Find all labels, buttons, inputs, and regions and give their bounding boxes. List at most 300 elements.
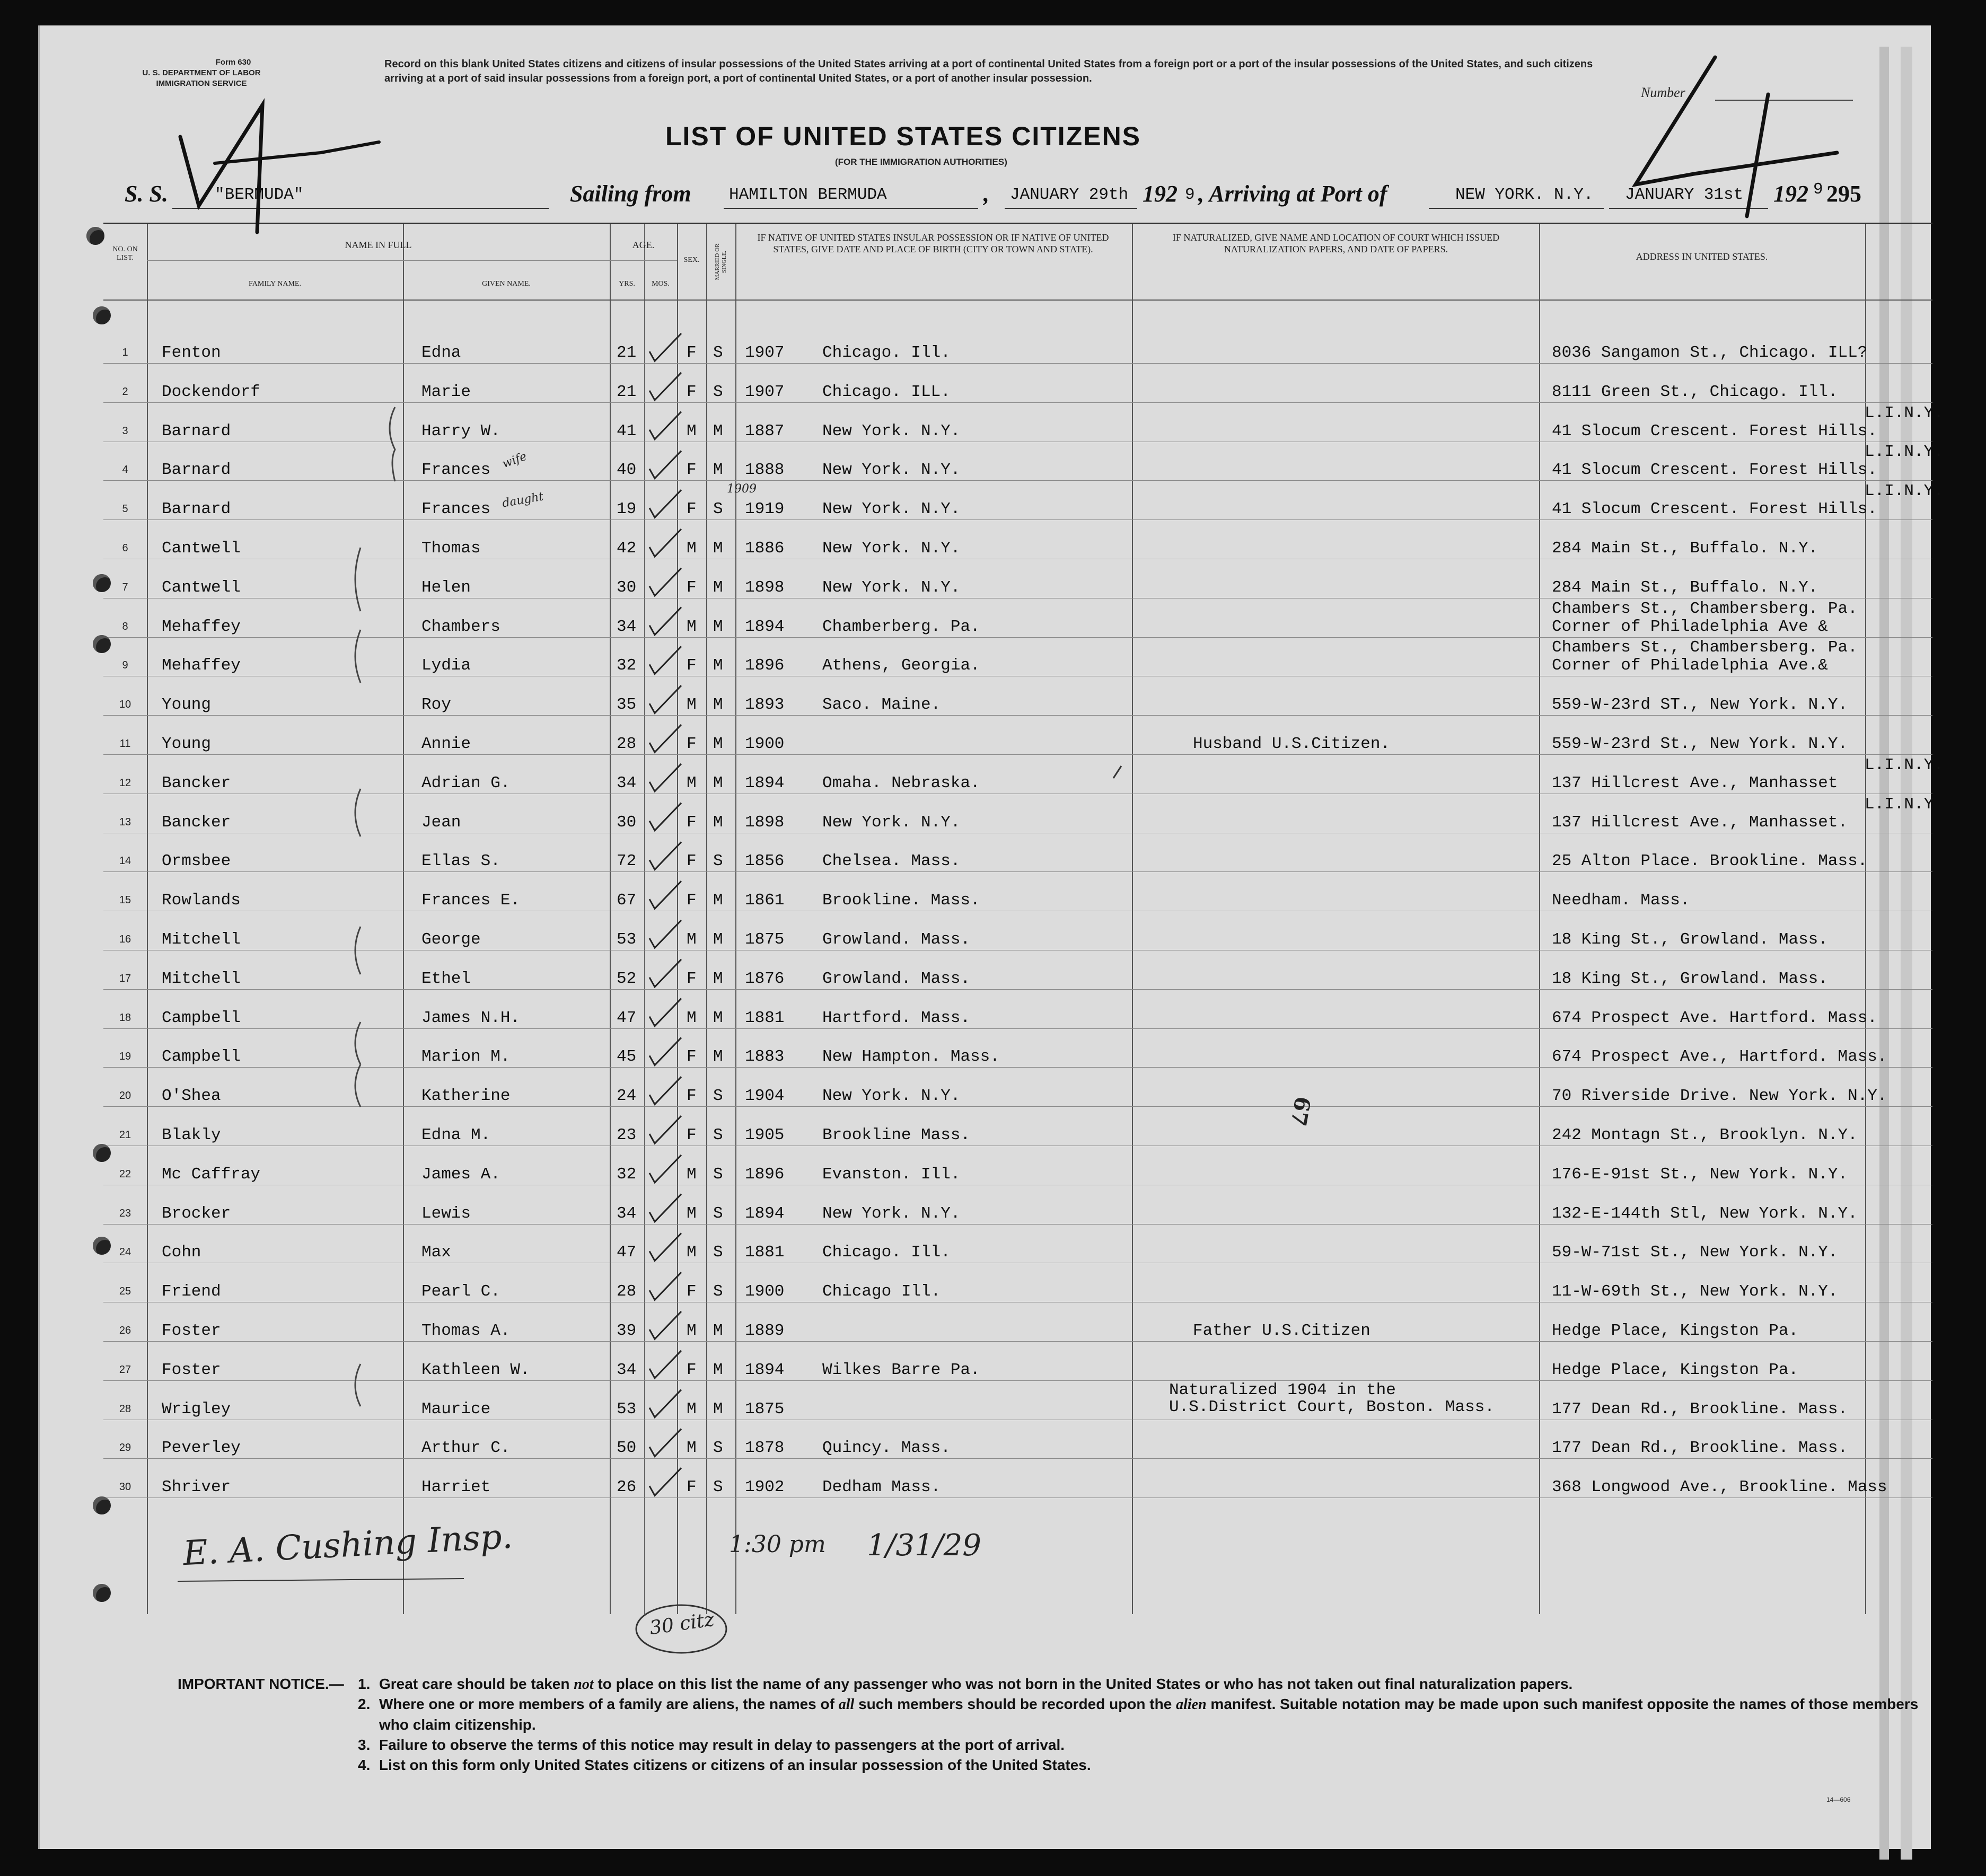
form-instructions: Record on this blank United States citizens and citizens of insular possessions of the United States arriving at a port of continental United States from a foreign port or a port of the insular possessions of the United States, and such citizens arriving at a port of said insular possessions from a foreign port, a port of continental United States, or a port of another insular possession.	[384, 58, 1593, 84]
marital-status: S	[713, 1439, 723, 1458]
marital-status: M	[713, 930, 723, 949]
birth-place: Dedham Mass.	[822, 1478, 941, 1497]
family-name: Mc Caffray	[162, 1165, 261, 1184]
punch-hole	[93, 1237, 111, 1255]
address-line-2: 41 Slocum Crescent. Forest Hills.	[1552, 461, 1877, 480]
row-number: 16	[119, 933, 131, 945]
address: Hedge Place, Kingston Pa.	[1552, 1360, 1799, 1379]
row-number: 30	[119, 1481, 131, 1493]
age-years: 23	[617, 1126, 637, 1144]
family-bracket	[390, 407, 395, 481]
family-name: Cantwell	[162, 578, 241, 597]
arrival-year-digit: 9	[1813, 180, 1823, 199]
birth-place: Chicago. Ill.	[822, 344, 951, 362]
age-years: 21	[617, 344, 637, 362]
address-line-2: 137 Hillcrest Ave., Manhasset.	[1552, 813, 1848, 832]
row-number: 8	[122, 620, 128, 632]
header-given-name: GIVEN NAME.	[482, 280, 531, 288]
birth-year: 1856	[745, 852, 785, 871]
birth-year: 1896	[745, 1165, 785, 1184]
given-name: James A.	[421, 1165, 500, 1184]
address-line-1: Chambers St., Chambersberg. Pa.	[1552, 599, 1858, 618]
note-center-mark: 67	[1285, 1095, 1315, 1128]
marital-status: S	[713, 1282, 723, 1301]
given-name: Ellas S.	[421, 852, 500, 871]
header-no-on-list: NO. ON LIST.	[112, 245, 138, 262]
birth-year: 1881	[745, 1243, 785, 1262]
family-name: Campbell	[162, 1008, 241, 1027]
sex: F	[687, 735, 697, 753]
birth-year: 1881	[745, 1008, 785, 1027]
birth-year: 1876	[745, 969, 785, 988]
age-years: 52	[617, 969, 637, 988]
age-years: 34	[617, 1204, 637, 1223]
family-name: Mitchell	[162, 969, 241, 988]
given-name: Harriet	[421, 1478, 491, 1497]
header-naturalized: IF NATURALIZED, GIVE NAME AND LOCATION OF COURT WHICH ISSUED NATURALIZATION PAPERS, AND DATE OF PAPERS.	[1172, 232, 1500, 254]
birth-year: 1900	[745, 735, 785, 753]
sex: F	[687, 461, 697, 480]
sex: M	[687, 1399, 697, 1419]
header-yrs: YRS.	[619, 280, 635, 288]
header-family-name: FAMILY NAME.	[249, 280, 301, 288]
notice-emphasis: not	[574, 1676, 594, 1693]
row-number: 25	[119, 1285, 131, 1298]
sex: F	[687, 852, 697, 871]
address: 8036 Sangamon St., Chicago. ILL?	[1552, 344, 1868, 362]
sex: M	[687, 1322, 697, 1340]
birth-place: Chamberberg. Pa.	[822, 617, 980, 636]
naturalized-slash	[1113, 766, 1121, 778]
family-name: Peverley	[162, 1439, 241, 1458]
row-number: 1	[122, 347, 128, 358]
row-number: 23	[119, 1207, 131, 1219]
note-year-correction: 1909	[727, 482, 757, 496]
age-years: 41	[617, 421, 637, 441]
sex: M	[687, 930, 697, 949]
family-name: Cohn	[162, 1243, 201, 1262]
sex: M	[687, 1165, 697, 1184]
address-line-1: Chambers St., Chambersberg. Pa.	[1552, 638, 1858, 657]
row-number: 7	[122, 581, 128, 593]
family-name: Bancker	[162, 813, 231, 832]
ss-label: S. S.	[125, 181, 168, 207]
form-department: U. S. DEPARTMENT OF LABOR	[142, 68, 261, 77]
address: 368 Longwood Ave., Brookline. Mass	[1552, 1478, 1887, 1497]
given-name: Adrian G.	[421, 773, 511, 792]
notice-item-number: 1.	[358, 1676, 371, 1692]
family-name: Dockendorf	[162, 382, 261, 401]
punch-hole	[93, 574, 111, 592]
signature-time: 1:30 pm	[729, 1531, 826, 1558]
marital-status: M	[713, 735, 723, 753]
birth-place: New York. N.Y.	[822, 539, 961, 558]
signature-date: 1/31/29	[867, 1528, 981, 1563]
note-wife: wife	[500, 450, 529, 471]
punch-hole	[93, 1584, 111, 1602]
notice-text: List on this form only United States citizens or citizens of an insular possession of the United States.	[379, 1757, 1091, 1773]
birth-place: Chicago Ill.	[822, 1282, 941, 1301]
sex: F	[687, 500, 697, 519]
birth-place: Athens, Georgia.	[822, 656, 980, 675]
large-stroke-mark-right	[1636, 57, 1837, 184]
header-name-in-full: NAME IN FULL	[345, 240, 412, 250]
birth-place: Omaha. Nebraska.	[822, 773, 980, 792]
row-number: 29	[119, 1442, 131, 1454]
given-name: Frances	[421, 461, 491, 480]
address: 176-E-91st St., New York. N.Y.	[1552, 1165, 1848, 1184]
address: 177 Dean Rd., Brookline. Mass.	[1552, 1439, 1848, 1458]
age-years: 35	[617, 695, 637, 715]
marital-status: S	[713, 1204, 723, 1223]
age-years: 53	[617, 1399, 637, 1419]
header-sex: SEX.	[683, 256, 700, 264]
given-name: Lewis	[421, 1204, 471, 1223]
row-number: 12	[119, 777, 131, 789]
naturalization-info: Father U.S.Citizen	[1193, 1322, 1370, 1340]
sex: M	[687, 617, 697, 636]
birth-year: 1896	[745, 656, 785, 675]
address: 674 Prospect Ave., Hartford. Mass.	[1552, 1047, 1887, 1067]
marital-status: M	[713, 656, 723, 675]
header-married-single: MARRIED OR SINGLE.	[714, 243, 727, 280]
marital-status: M	[713, 1047, 723, 1067]
family-name: Rowlands	[162, 891, 241, 910]
birth-year: 1889	[745, 1322, 785, 1340]
arrival-year-prefix: 192	[1773, 181, 1808, 207]
address: 25 Alton Place. Brookline. Mass.	[1552, 852, 1868, 871]
print-code: 14—606	[1826, 1796, 1851, 1803]
given-name: Lydia	[421, 656, 471, 675]
notice-emphasis: alien	[1176, 1696, 1207, 1713]
address-line-1: L.I.N.Y.	[1865, 403, 1944, 422]
row-number: 18	[119, 1011, 131, 1024]
age-years: 34	[617, 1360, 637, 1379]
sex: F	[687, 1087, 697, 1106]
handwriting-layer	[40, 25, 1932, 1849]
notice-item	[379, 1755, 1948, 1775]
address-line-1: L.I.N.Y	[1865, 795, 1934, 814]
family-name: Young	[162, 695, 212, 715]
address: Hedge Place, Kingston Pa.	[1552, 1322, 1799, 1340]
marital-status: S	[713, 344, 723, 362]
row-number: 19	[119, 1051, 131, 1063]
punch-hole	[93, 1144, 111, 1162]
notice-item	[379, 1694, 1948, 1735]
notice-emphasis: all	[838, 1696, 855, 1713]
given-name: Frances	[421, 500, 491, 519]
punch-hole	[93, 1496, 111, 1514]
family-name: Shriver	[162, 1478, 231, 1497]
family-name: Cantwell	[162, 539, 241, 558]
birth-year: 1919	[745, 500, 785, 519]
row-number: 3	[122, 425, 128, 437]
address: 59-W-71st St., New York. N.Y.	[1552, 1243, 1838, 1262]
row-number: 13	[119, 816, 131, 828]
notice-text: to place on this list the name of any passenger who was not born in the United States or who has not taken out final naturalization papers.	[593, 1676, 1573, 1692]
marital-status: S	[713, 1243, 723, 1262]
comma: ,	[983, 181, 989, 207]
address: 177 Dean Rd., Brookline. Mass.	[1552, 1399, 1848, 1419]
age-years: 34	[617, 617, 637, 636]
given-name: Helen	[421, 578, 471, 597]
sex: F	[687, 656, 697, 675]
birth-year: 1894	[745, 617, 785, 636]
marital-status: M	[713, 1322, 723, 1340]
address-line-1: L.I.N.Y.	[1865, 482, 1944, 501]
row-number: 11	[119, 738, 131, 750]
header-address: ADDRESS IN UNITED STATES.	[1636, 251, 1768, 262]
family-bracket	[355, 630, 361, 683]
notice-item	[379, 1674, 1948, 1695]
arrival-date: JANUARY 31st	[1625, 186, 1744, 204]
row-number: 5	[122, 503, 128, 515]
family-name: O'Shea	[162, 1087, 221, 1106]
sex: M	[687, 773, 697, 792]
birth-place: Growland. Mass.	[822, 969, 971, 988]
marital-status: M	[713, 617, 723, 636]
marital-status: S	[713, 1126, 723, 1144]
form-service: IMMIGRATION SERVICE	[156, 79, 247, 88]
marital-status: M	[713, 969, 723, 988]
notice-item-number: 2.	[358, 1696, 371, 1712]
family-name: Campbell	[162, 1047, 241, 1067]
sail-date: JANUARY 29th	[1010, 186, 1129, 204]
notice-text: Failure to observe the terms of this notice may result in delay to passengers at the port of arrival.	[379, 1737, 1065, 1753]
marital-status: M	[713, 813, 723, 832]
birth-year: 1907	[745, 344, 785, 362]
marital-status: M	[713, 1008, 723, 1027]
sex: M	[687, 1243, 697, 1262]
row-number: 28	[119, 1403, 131, 1415]
notice-text: such members should be recorded upon the	[854, 1696, 1176, 1712]
sex: M	[687, 539, 697, 558]
age-years: 47	[617, 1008, 637, 1027]
given-name: Thomas	[421, 539, 481, 558]
notice-item-number: 3.	[358, 1737, 371, 1753]
given-name: Arthur C.	[421, 1439, 511, 1458]
birth-place: New York. N.Y.	[822, 461, 961, 480]
birth-place: Quincy. Mass.	[822, 1439, 951, 1458]
family-name: Wrigley	[162, 1399, 231, 1419]
marital-status: M	[713, 773, 723, 792]
given-name: James N.H.	[421, 1008, 521, 1027]
large-stroke-mark-left	[180, 105, 262, 232]
birth-place: New York. N.Y.	[822, 500, 961, 519]
birth-place: Chicago. Ill.	[822, 1243, 951, 1262]
marital-status: M	[713, 1360, 723, 1379]
header-birth: IF NATIVE OF UNITED STATES INSULAR POSSESSION OR IF NATIVE OF UNITED STATES, GIVE DATE AND PLACE OF BIRTH (CITY OR TOWN AND STATE).	[757, 232, 1109, 254]
family-bracket	[355, 789, 361, 836]
birth-year: 1902	[745, 1478, 785, 1497]
row-number: 26	[119, 1325, 131, 1336]
family-bracket	[355, 548, 361, 611]
sex: F	[687, 1126, 697, 1144]
family-name: Bancker	[162, 773, 231, 792]
address: Needham. Mass.	[1552, 891, 1690, 910]
sex: F	[687, 813, 697, 832]
given-name: Katherine	[421, 1087, 511, 1106]
from-port: HAMILTON BERMUDA	[729, 186, 887, 204]
given-name: Marie	[421, 382, 471, 401]
birth-place: New York. N.Y.	[822, 813, 961, 832]
ship-name: "BERMUDA"	[215, 186, 304, 204]
birth-place: New York. N.Y.	[822, 1204, 961, 1223]
family-name: Foster	[162, 1322, 221, 1340]
birth-place: Brookline. Mass.	[822, 891, 980, 910]
address-line-2: 41 Slocum Crescent. Forest Hills.	[1552, 421, 1877, 441]
given-name: Max	[421, 1243, 451, 1262]
punch-hole	[86, 227, 104, 245]
sex: M	[687, 1439, 697, 1458]
sex: F	[687, 382, 697, 401]
header-age: AGE.	[632, 240, 655, 250]
birth-year: 1887	[745, 421, 785, 441]
age-years: 67	[617, 891, 637, 910]
age-years: 32	[617, 1165, 637, 1184]
family-name: Mehaffey	[162, 656, 241, 675]
signature-underline	[178, 1579, 464, 1581]
age-years: 28	[617, 735, 637, 753]
sex: F	[687, 1047, 697, 1067]
given-name: Pearl C.	[421, 1282, 500, 1301]
given-name: Edna M.	[421, 1126, 491, 1144]
row-number: 4	[122, 464, 128, 476]
address-line-2: 41 Slocum Crescent. Forest Hills.	[1552, 500, 1877, 519]
address-line-1: L.I.N.Y.	[1865, 755, 1944, 774]
birth-year: 1888	[745, 461, 785, 480]
age-years: 50	[617, 1439, 637, 1458]
sex: F	[687, 1282, 697, 1301]
birth-year: 1904	[745, 1087, 785, 1106]
marital-status: S	[713, 500, 723, 519]
birth-year: 1898	[745, 578, 785, 597]
given-name: Maurice	[421, 1399, 491, 1419]
given-name: Roy	[421, 695, 451, 715]
birth-place: Brookline Mass.	[822, 1126, 971, 1144]
birth-year: 1893	[745, 695, 785, 715]
age-years: 40	[617, 461, 637, 480]
header-mos: MOS.	[652, 280, 670, 288]
birth-place: New Hampton. Mass.	[822, 1047, 1000, 1067]
address: 284 Main St., Buffalo. N.Y.	[1552, 578, 1818, 597]
age-years: 47	[617, 1243, 637, 1262]
birth-year: 1875	[745, 930, 785, 949]
family-name: Friend	[162, 1282, 221, 1301]
given-name: Harry W.	[421, 421, 500, 441]
sex: F	[687, 344, 697, 362]
address: 242 Montagn St., Brooklyn. N.Y.	[1552, 1126, 1858, 1144]
address-line-2: Corner of Philadelphia Ave &	[1552, 617, 1828, 636]
row-number: 10	[119, 699, 131, 711]
birth-place: New York. N.Y.	[822, 578, 961, 597]
row-number: 6	[122, 542, 128, 554]
age-years: 34	[617, 773, 637, 792]
row-number: 14	[119, 855, 131, 867]
family-name: Barnard	[162, 500, 231, 519]
age-years: 45	[617, 1047, 637, 1067]
arriving-label: , Arriving at Port of	[1198, 181, 1387, 207]
family-name: Blakly	[162, 1126, 221, 1144]
address: 70 Riverside Drive. New York. N.Y.	[1552, 1087, 1887, 1106]
punch-hole	[93, 306, 111, 324]
sex: M	[687, 421, 697, 441]
family-name: Brocker	[162, 1204, 231, 1223]
row-number: 20	[119, 1090, 131, 1102]
address: 18 King St., Growland. Mass.	[1552, 969, 1828, 988]
naturalization-info: Husband U.S.Citizen.	[1193, 735, 1391, 753]
birth-place: New York. N.Y.	[822, 421, 961, 441]
page-title: LIST OF UNITED STATES CITIZENS	[665, 121, 1141, 151]
row-number: 21	[119, 1129, 131, 1141]
age-years: 30	[617, 813, 637, 832]
page-subtitle: (FOR THE IMMIGRATION AUTHORITIES)	[835, 157, 1007, 167]
row-number: 17	[119, 972, 131, 984]
note-daughter: daught	[501, 490, 545, 510]
birth-place: Hartford. Mass.	[822, 1008, 971, 1027]
marital-status: M	[713, 421, 723, 441]
notice-item	[379, 1735, 1948, 1755]
family-bracket	[355, 1022, 361, 1064]
marital-status: S	[713, 1165, 723, 1184]
family-name: Mitchell	[162, 930, 241, 949]
address: 11-W-69th St., New York. N.Y.	[1552, 1282, 1838, 1301]
sailing-label: Sailing from	[570, 181, 691, 207]
given-name: Edna	[421, 344, 461, 362]
row-number: 22	[119, 1168, 131, 1180]
birth-year: 1883	[745, 1047, 785, 1067]
citizen-count: 30 citz	[648, 1608, 716, 1640]
birth-year: 1875	[745, 1399, 785, 1419]
form-number: Form 630	[215, 58, 251, 67]
age-years: 72	[617, 852, 637, 871]
marital-status: S	[713, 852, 723, 871]
age-years: 28	[617, 1282, 637, 1301]
given-name: George	[421, 930, 481, 949]
naturalization-info: U.S.District Court, Boston. Mass.	[1169, 1397, 1495, 1416]
address: 559-W-23rd St., New York. N.Y.	[1552, 735, 1848, 753]
family-name: Young	[162, 735, 212, 753]
notice-text: Great care should be taken	[379, 1676, 574, 1692]
age-years: 21	[617, 382, 637, 401]
birth-year: 1894	[745, 773, 785, 792]
family-name: Ormsbee	[162, 852, 231, 871]
birth-place: Chicago. ILL.	[822, 382, 951, 401]
sex: F	[687, 578, 697, 597]
birth-place: New York. N.Y.	[822, 1087, 961, 1106]
given-name: Marion M.	[421, 1047, 511, 1067]
family-name: Mehaffey	[162, 617, 241, 636]
row-number: 9	[122, 659, 128, 672]
address: 284 Main St., Buffalo. N.Y.	[1552, 539, 1818, 558]
age-years: 39	[617, 1322, 637, 1340]
birth-year: 1861	[745, 891, 785, 910]
address-line-2: Corner of Philadelphia Ave.&	[1552, 656, 1828, 675]
family-bracket	[355, 1064, 361, 1107]
family-name: Fenton	[162, 344, 221, 362]
given-name: Kathleen W.	[421, 1360, 530, 1379]
birth-place: Evanston. Ill.	[822, 1165, 961, 1184]
number-label: Number	[1641, 85, 1685, 100]
birth-year: 1907	[745, 382, 785, 401]
address: 559-W-23rd ST., New York. N.Y.	[1552, 695, 1848, 715]
address: 18 King St., Growland. Mass.	[1552, 930, 1828, 949]
notice-text: manifest. Suitable notation may be made upon such manifest opposite the names of those members who claim citizenship.	[379, 1696, 1919, 1733]
sail-year-prefix: 192	[1143, 181, 1177, 207]
manifest-sheet	[38, 25, 1944, 1849]
marital-status: M	[713, 578, 723, 597]
family-name: Barnard	[162, 421, 231, 441]
